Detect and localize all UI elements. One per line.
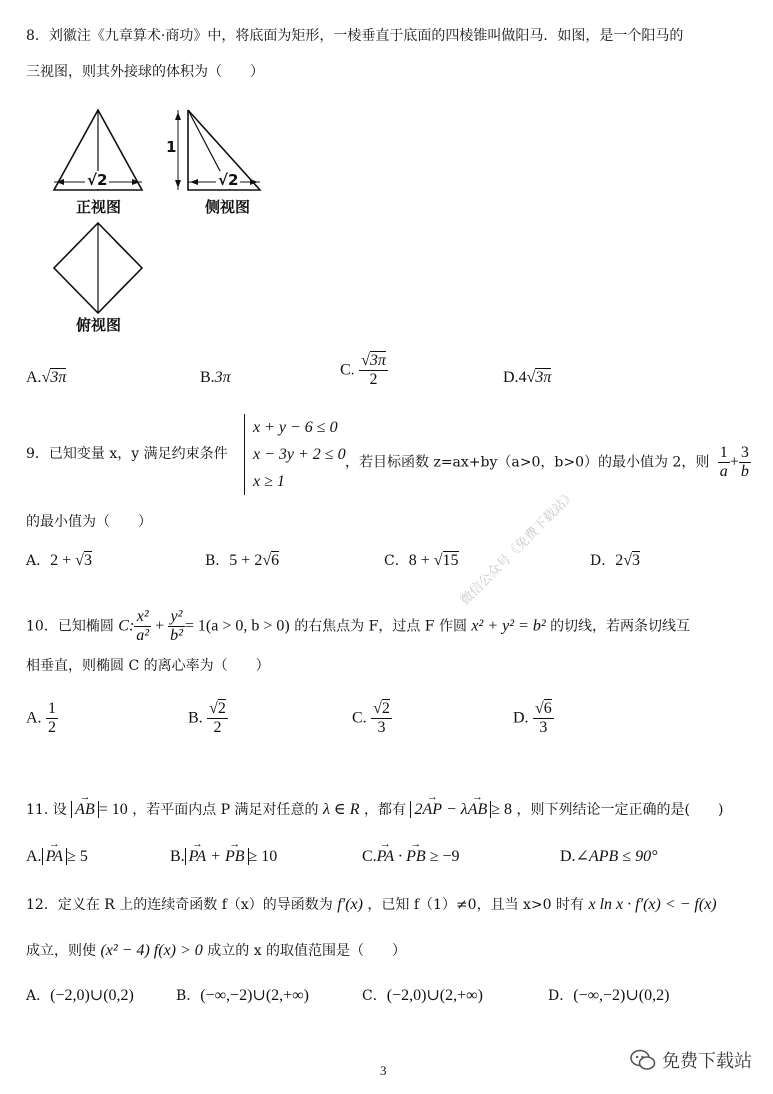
constraint-3: x ≥ 1 xyxy=(253,473,285,490)
constraint-1: x + y − 6 ≤ 0 xyxy=(253,419,338,436)
q9-option-d[interactable]: D．2√3 xyxy=(590,552,641,569)
brand-name: 免费下载站 xyxy=(662,1051,752,1072)
wechat-icon xyxy=(630,1049,656,1071)
q12-option-c[interactable]: C．(−2,0)∪(2,+∞) xyxy=(362,987,483,1004)
q12-option-a[interactable]: A．(−2,0)∪(0,2) xyxy=(26,987,134,1004)
q9-stem-mid: ，若目标函数 z=ax+by（a>0，b>0）的最小值为 2，则 $\frac{1}{a}$ + $\frac{3}{b}$ xyxy=(345,444,749,480)
page-number: 3 xyxy=(380,1063,387,1078)
q11-option-b[interactable]: B.→ PA + → PB ≥ 10 xyxy=(170,847,277,867)
q8-option-b[interactable]: B.3π xyxy=(200,369,231,386)
q9-option-a[interactable]: A．2 + √3 xyxy=(26,552,92,569)
constraint-2: x − 3y + 2 ≤ 0 xyxy=(253,446,346,463)
q11-option-a[interactable]: A.→ PA ≥ 5 xyxy=(26,847,88,867)
q8-stem-line1: 8．刘徽注《九章算术·商功》中，将底面为矩形，一棱垂直于底面的四棱锥叫做阳马．如图，是一个阳马的 xyxy=(26,28,684,44)
q12-stem-line1: 12．定义在 R 上的连续奇函数 f（x）的导函数为 f′(x) ，已知 f（1）≠0，且当 x>0 时有 x ln x · f′(x) < − f(x) xyxy=(26,896,717,913)
top-view-label: 俯视图 xyxy=(76,316,122,334)
q10-stem-line1: 10．已知椭圆 C: $\frac{\text{x²}}{\text{a²}}$ + $\frac{\text{y²}}{\text{b²}}$ = 1(a > 0, b > 0) 的右焦点为 F，过点 F 作圆 x² + y² = b² 的切线，若两条切线互 xyxy=(26,608,691,644)
q10-stem-line2: 相垂直，则椭圆 C 的离心率为（ ） xyxy=(26,658,270,674)
q9-constraint-system xyxy=(244,414,346,495)
q8-three-view-figure xyxy=(40,98,280,338)
side-height-label: 1 xyxy=(166,138,177,156)
three-view-diagram xyxy=(40,98,280,338)
q10-option-d[interactable]: D. $\frac{√6}{3}$ xyxy=(513,700,552,736)
front-view-label: 正视图 xyxy=(76,198,122,216)
q12-option-d[interactable]: D．(−∞,−2)∪(0,2) xyxy=(548,987,670,1004)
q10-option-b[interactable]: B. $\frac{√2}{2}$ xyxy=(188,700,226,736)
q9-option-c[interactable]: C．8 + √15 xyxy=(384,552,459,569)
q8-stem-line2: 三视图，则其外接球的体积为（ ） xyxy=(26,64,264,80)
q9-option-b[interactable]: B．5 + 2√6 xyxy=(205,552,280,569)
q10-option-c[interactable]: C. $\frac{√2}{3}$ xyxy=(352,700,390,736)
q10-option-a[interactable]: A. $\frac{1}{2}$ xyxy=(26,700,57,736)
q8-option-a[interactable]: A.√3π xyxy=(26,369,67,386)
q8-option-c[interactable]: C. $\frac{√3\pi}{2}$ xyxy=(340,352,386,388)
q12-stem-line2: 成立，则使 (x² − 4) f(x) > 0 成立的 x 的取值范围是（ ） xyxy=(26,942,407,959)
q9-stem-line2: 的最小值为（ ） xyxy=(26,514,152,530)
side-width-label: √2 xyxy=(218,171,239,189)
q9-stem-pre: 9．已知变量 x，y 满足约束条件 xyxy=(26,446,228,462)
q11-option-c[interactable]: C.→ PA · → PB ≥ −9 xyxy=(362,847,460,867)
q11-stem: 11. 设 → AB = 10 ，若平面内点 P 满足对任意的 λ ∈ R ，都有 2→ AP − λ→ AB ≥ 8 ，则下列结论一定正确的是( ) xyxy=(26,800,723,820)
front-width-label: √2 xyxy=(87,171,108,189)
watermark-text: 微信公众号《免费下载站》 xyxy=(457,487,579,609)
q12-option-b[interactable]: B．(−∞,−2)∪(2,+∞) xyxy=(176,987,309,1004)
side-view-label: 侧视图 xyxy=(205,198,251,216)
brand-footer xyxy=(630,1047,752,1073)
q11-option-d[interactable]: D.∠APB ≤ 90° xyxy=(560,848,658,865)
q8-option-d[interactable]: D.4√3π xyxy=(503,369,552,386)
